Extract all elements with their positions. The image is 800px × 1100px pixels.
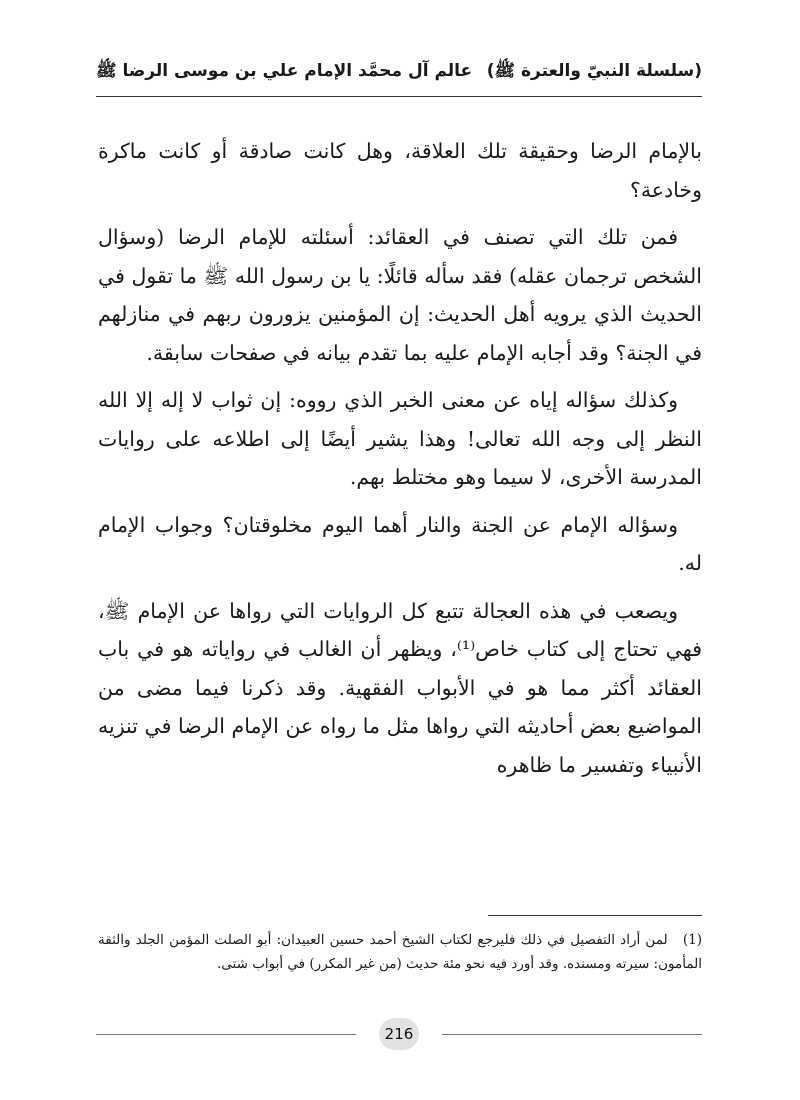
header-divider: [96, 96, 702, 97]
footnote-text: لمن أراد التفصيل في ذلك فليرجع لكتاب الشيخ أحمد حسين العبيدان: أبو الصلت المؤمن الجلد والثقة المأمون: سيرته ومسنده. وقد أورد فيه نحو مئة حديث (من غير المكرر) في أبواب شتى.: [98, 932, 702, 972]
page-number: 216: [379, 1018, 419, 1050]
footnote-divider: [488, 915, 702, 916]
footer-line-right: [442, 1034, 702, 1035]
page-footer: [96, 1018, 702, 1052]
paragraph: وكذلك سؤاله إياه عن معنى الخبر الذي رووه: إن ثواب لا إله إلا الله النظر إلى وجه الله تعالى! وهذا يشير أيضًا إلى اطلاعه على روايات المدرسة الأخرى، لا سيما وهو مختلط بهم.: [98, 388, 702, 489]
running-header: [96, 52, 702, 92]
paragraph: وسؤاله الإمام عن الجنة والنار أهما اليوم مخلوقتان؟ وجواب الإمام له.: [98, 512, 702, 575]
footer-line-left: [96, 1034, 356, 1035]
paragraph: ويصعب في هذه العجالة تتبع كل الروايات التي رواها عن الإمام ﷺ، فهي تحتاج إلى كتاب خاص⁽¹⁾، ويظهر أن الغالب في رواياته هو في باب العقائد أكثر مما هو في الأبواب الفقهية. وقد ذكرنا فيما مضى من المواضيع بعض أحاديثه التي رواها مثل ما رواه عن الإمام الرضا في تنزيه الأنبياء وتفسير ما ظاهره: [98, 598, 702, 777]
footnote: [98, 928, 702, 976]
body-text: [98, 132, 702, 793]
book-title: عالم آل محمَّد الإمام علي بن موسى الرضا ﷺ: [96, 60, 473, 81]
paragraph: بالإمام الرضا وحقيقة تلك العلاقة، وهل كانت صادقة أو كانت ماكرة وخادعة؟: [98, 139, 702, 202]
series-title: (سلسلة النبيّ والعترة ﷺ): [486, 60, 702, 81]
paragraph: فمن تلك التي تصنف في العقائد: أسئلته للإمام الرضا (وسؤال الشخص ترجمان عقله) فقد سأله قائلًا: يا بن رسول الله ﷺ ما تقول في الحديث الذي يرويه أهل الحديث: إن المؤمنين يزورون ربهم في منازلهم في الجنة؟ وقد أجابه الإمام عليه بما تقدم بيانه في صفحات سابقة.: [98, 225, 702, 365]
footnote-marker: (1): [682, 932, 702, 948]
